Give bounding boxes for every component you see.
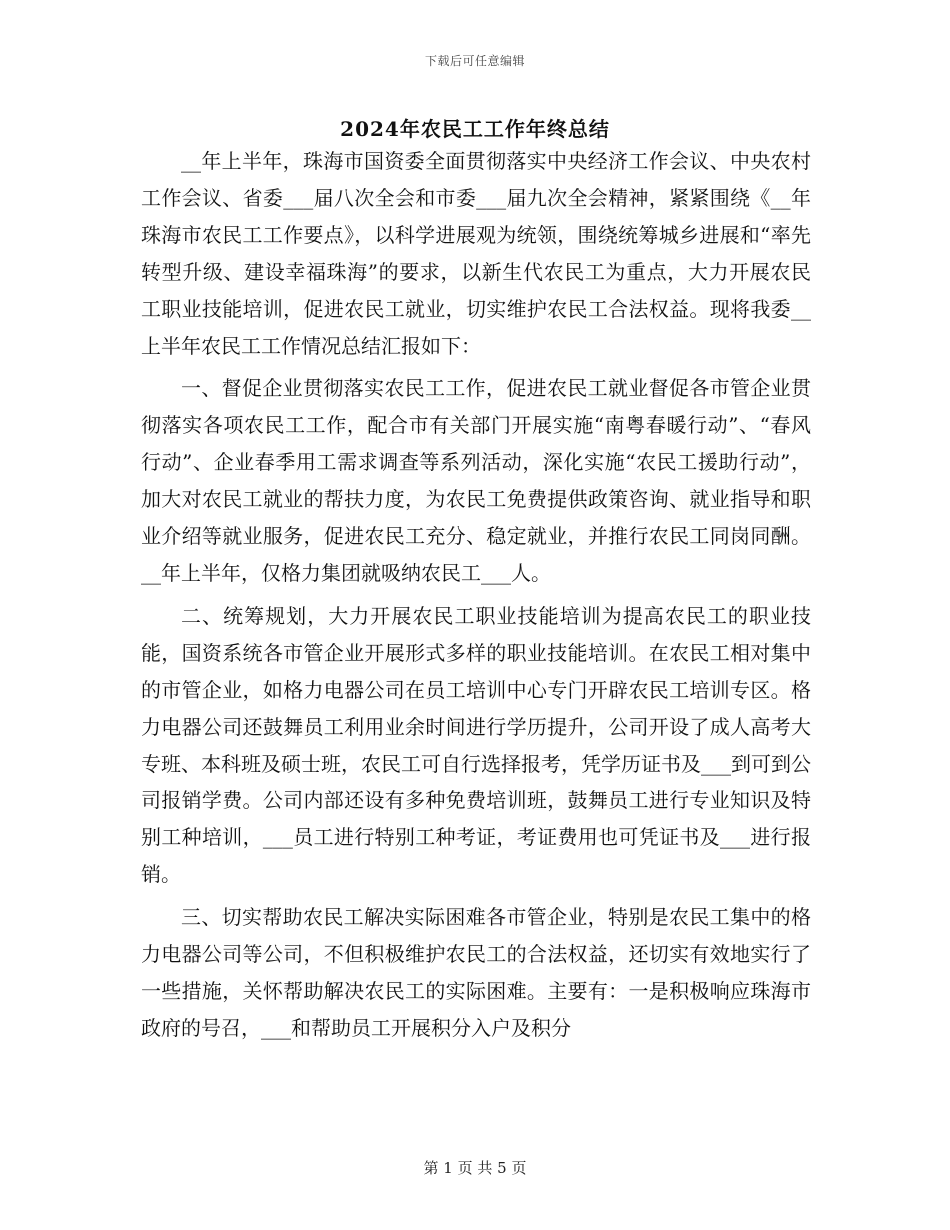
paragraph-section-3: 三、切实帮助农民工解决实际困难各市管企业，特别是农民工集中的格力电器公司等公司，不但积极维护农民工的合法权益，还切实有效地实行了一些措施，关怀帮助解决农民工的实际困难。主要有：一是积极响应珠海市政府的号召，___和帮助员工开展积分入户及积分 xyxy=(141,905,811,1040)
document-body xyxy=(141,143,811,1047)
document-title: 2024年农民工工作年终总结 xyxy=(340,117,610,141)
paragraph-section-1: 一、督促企业贯彻落实农民工工作，促进农民工就业督促各市管企业贯彻落实各项农民工工作，配合市有关部门开展实施“南粤春暖行动”、“春风行动”、企业春季用工需求调查等系列活动，深化实施“农民工援助行动”，加大对农民工就业的帮扶力度，为农民工免费提供政策咨询、就业指导和职业介绍等就业服务，促进农民工充分、稳定就业，并推行农民工同岗同酬。__年上半年，仅格力集团就吸纳农民工___人。 xyxy=(141,376,811,585)
page-number: 第 1 页 共 5 页 xyxy=(423,1159,527,1177)
paragraph-intro: __年上半年，珠海市国资委全面贯彻落实中央经济工作会议、中央农村工作会议、省委___届八次全会和市委___届九次全会精神，紧紧围绕《__年珠海市农民工工作要点》，以科学进展观为统领，围绕统筹城乡进展和“率先转型升级、建设幸福珠海”的要求，以新生代农民工为重点，大力开展农民工职业技能培训，促进农民工就业，切实维护农民工合法权益。现将我委__上半年农民工工作情况总结汇报如下： xyxy=(141,149,811,358)
paragraph-section-2: 二、统筹规划，大力开展农民工职业技能培训为提高农民工的职业技能，国资系统各市管企业开展形式多样的职业技能培训。在农民工相对集中的市管企业，如格力电器公司在员工培训中心专门开辟农民工培训专区。格力电器公司还鼓舞员工利用业余时间进行学历提升，公司开设了成人高考大专班、本科班及硕士班，农民工可自行选择报考，凭学历证书及___到可到公司报销学费。公司内部还设有多种免费培训班，鼓舞员工进行专业知识及特别工种培训，___员工进行特别工种考证，考证费用也可凭证书及___进行报销。 xyxy=(141,603,811,887)
header-note: 下载后可任意编辑 xyxy=(424,54,525,68)
